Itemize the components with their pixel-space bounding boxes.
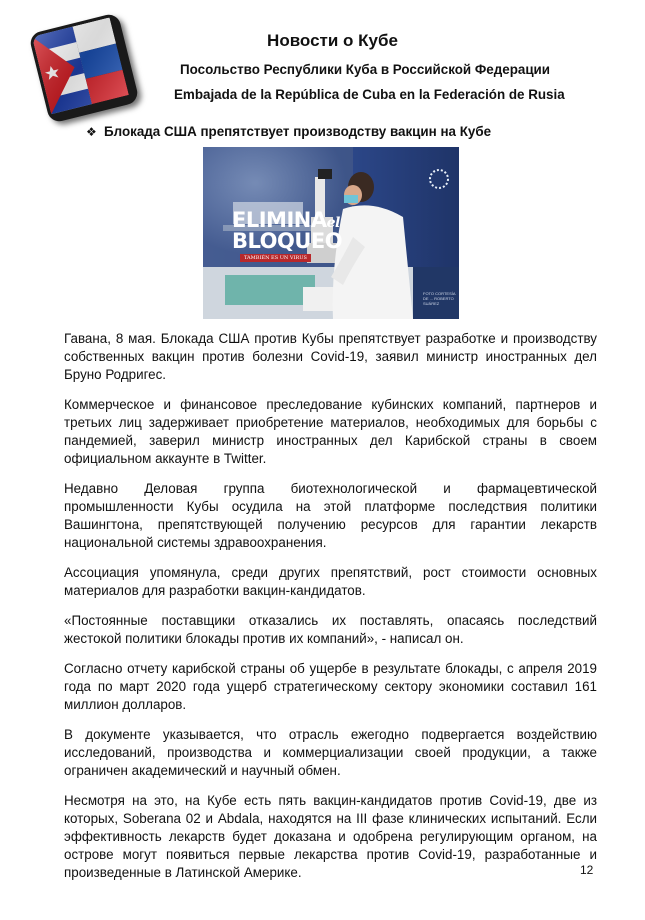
article-headline-row xyxy=(86,124,491,139)
page-number: 12 xyxy=(580,863,594,877)
embassy-name-russian: Посольство Республики Куба в Российской Федерации xyxy=(180,62,551,77)
embassy-name-spanish: Embajada de la República de Cuba en la Federación de Rusia xyxy=(174,87,565,102)
article-paragraph: Согласно отчету карибской страны об ущербе в результате блокады, с апреля 2019 года по март 2020 года ущерб стратегическому сектору экономики составил 161 миллион долларов. xyxy=(64,661,597,712)
article-photo xyxy=(203,147,459,319)
overlay-word-bloqueo: BLOQUEO xyxy=(232,229,343,253)
article-headline: Блокада США препятствует производству вакцин на Кубе xyxy=(104,124,492,139)
article-paragraph: Несмотря на это, на Кубе есть пять вакцин-кандидатов против Covid-19, две из которых, Soberana 02 и Abdala, находятся на III фазе клинических испытаний. Если эффективность лекарств будет доказана и одобрена регулирующим органом, на острове могут появиться первые лекарства против Covid-19, разработанные и произведенные в Латинской Америке. xyxy=(64,793,597,880)
article-body xyxy=(64,330,597,894)
article-paragraph: Коммерческое и финансовое преследование кубинских компаний, партнеров и третьих лиц задерживает приобретение материалов, необходимых для борьбы с пандемией, заверил министр иностранных дел Карибской страны в своем официальном аккаунте в Twitter. xyxy=(64,397,597,466)
photo-credit: FOTO CORTESÍA DE ... ROBERTO SUÁREZ xyxy=(423,291,456,306)
cuba-russia-flag-icon xyxy=(28,12,140,124)
photo-overlay-slogan xyxy=(232,210,342,252)
diamond-bullet-icon: ❖ xyxy=(86,125,97,139)
article-paragraph: Гавана, 8 мая. Блокада США против Кубы препятствует разработке и производству собственных вакцин против болезни Covid-19, заявил министр иностранных дел Бруно Родригес. xyxy=(64,331,597,382)
page-title: Новости о Кубе xyxy=(267,31,398,50)
photo-overlay-tag: TAMBIÉN ES UN VIRUS xyxy=(240,254,311,262)
overlay-word-el: el xyxy=(326,215,340,231)
article-paragraph: «Постоянные поставщики отказались их поставлять, опасаясь последствий жестокой политики блокады против их компаний», - написал он. xyxy=(64,613,597,646)
overlay-word-elimina: ELIMINA xyxy=(232,208,327,232)
article-paragraph: В документе указывается, что отрасль ежегодно подвергается воздействию исследований, производства и коммерциализации своей продукции, а также ограничен академический и научный обмен. xyxy=(64,727,597,778)
article-paragraph: Недавно Деловая группа биотехнологической и фармацевтической промышленности Кубы осудила на этой платформе последствия политики Вашингтона, препятствующей получению ресурсов для гарантии лекарств национальной системы здравоохранения. xyxy=(64,481,597,550)
article-paragraph: Ассоциация упомянула, среди других препятствий, рост стоимости основных материалов для разработки вакцин-кандидатов. xyxy=(64,565,597,598)
